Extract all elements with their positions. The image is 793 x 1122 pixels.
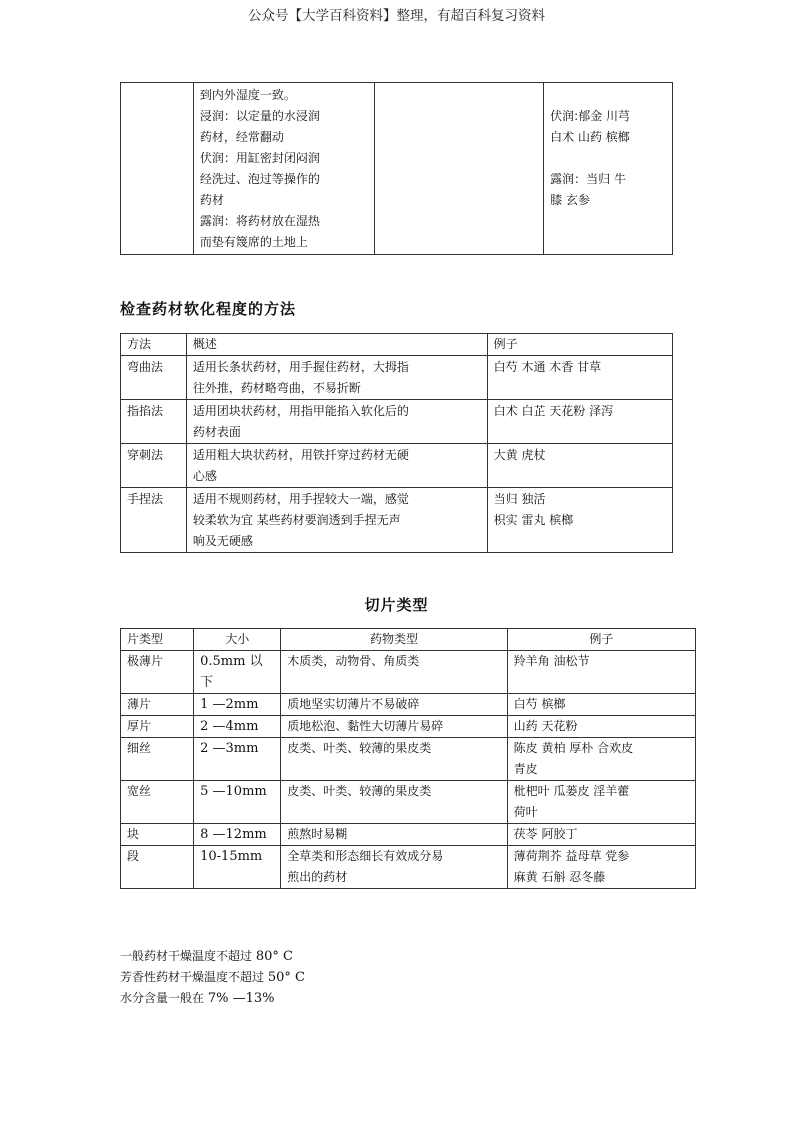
text-line: 适用不规则药材，用手捏较大一端，感觉 — [192, 492, 409, 506]
text-line: 质地松泡、黏性大切薄片易碎 — [287, 719, 444, 733]
text-line: 青皮 — [513, 762, 538, 776]
text-line: 药材，经常翻动 — [199, 130, 284, 144]
examples-cell — [507, 824, 695, 846]
text-line: 经洗过、泡过等操作的 — [199, 172, 320, 186]
text-line: 枇杷叶 瓜蒌皮 淫羊藿 — [513, 784, 630, 798]
examples-cell — [507, 651, 695, 694]
text-line: 适用长条状药材，用手握住药材，大拇指 — [192, 360, 409, 374]
drug-type-cell — [281, 651, 507, 694]
table-row — [121, 781, 696, 824]
text-line: 白芍 槟榔 — [513, 697, 566, 711]
size-cell: 1 —2mm — [194, 694, 281, 716]
drug-type-cell — [281, 738, 507, 781]
size-cell: 10-15mm — [194, 846, 281, 889]
size-cell: 2 —4mm — [194, 716, 281, 738]
text-line: 适用团块状药材，用指甲能掐入软化后的 — [192, 404, 409, 418]
text-line: 膝 玄参 — [550, 193, 590, 207]
table-row — [121, 400, 673, 444]
table-row — [121, 83, 673, 255]
text-line: 白芍 木通 木香 甘草 — [493, 360, 602, 374]
type-cell: 细丝 — [121, 738, 194, 781]
text-line: 响及无硬感 — [192, 534, 253, 548]
examples-cell — [487, 444, 672, 488]
type-cell: 宽丝 — [121, 781, 194, 824]
text-line: 荷叶 — [513, 805, 538, 819]
header-cell: 片类型 — [121, 629, 194, 651]
size-cell: 8 —12mm — [194, 824, 281, 846]
text-line: 陈皮 黄柏 厚朴 合欢皮 — [513, 741, 634, 755]
text-line: 当归 独活 — [493, 492, 546, 506]
header-cell: 例子 — [507, 629, 695, 651]
examples-cell — [507, 781, 695, 824]
text-line: 皮类、叶类、较薄的果皮类 — [287, 741, 432, 755]
text-line: 皮类、叶类、较薄的果皮类 — [287, 784, 432, 798]
table-row — [121, 738, 696, 781]
examples-cell — [544, 83, 673, 255]
type-cell: 块 — [121, 824, 194, 846]
header-cell: 例子 — [487, 334, 672, 356]
text-line: 薄荷荆芥 益母草 党参 — [513, 849, 630, 863]
size-cell: 5 —10mm — [194, 781, 281, 824]
method-cell: 弯曲法 — [121, 356, 187, 400]
header-cell: 药物类型 — [281, 629, 507, 651]
description-cell — [186, 444, 487, 488]
note-line — [120, 946, 305, 967]
examples-cell — [487, 488, 672, 553]
note-text: 水分含量一般在 — [120, 991, 208, 1005]
text-line: 而垫有篾席的土地上 — [199, 235, 308, 249]
drying-notes — [120, 946, 305, 1009]
type-cell: 厚片 — [121, 716, 194, 738]
type-cell: 段 — [121, 846, 194, 889]
section-title: 检查药材软化程度的方法 — [120, 300, 297, 318]
description-cell — [186, 400, 487, 444]
text-line: 到内外湿度一致。 — [199, 88, 296, 102]
text-line: 质地坚实切薄片不易破碎 — [287, 697, 420, 711]
examples-cell — [507, 716, 695, 738]
method-description-cell — [193, 83, 374, 255]
note-value: 7% —13% — [207, 991, 275, 1006]
text-line: 伏润：用缸密封闭闷润 — [199, 151, 320, 165]
method-cell: 指掐法 — [121, 400, 187, 444]
slice-types-table — [120, 628, 696, 889]
text-line: 枳实 雷丸 槟榔 — [493, 513, 574, 527]
drug-type-cell — [281, 716, 507, 738]
method-cell: 手捏法 — [121, 488, 187, 553]
note-text: 芳香性药材干燥温度不超过 — [120, 970, 268, 984]
text-line: 煎出的药材 — [287, 870, 348, 884]
type-cell: 薄片 — [121, 694, 194, 716]
table-row — [121, 488, 673, 553]
note-line — [120, 988, 305, 1009]
type-cell: 极薄片 — [121, 651, 194, 694]
table-row — [121, 716, 696, 738]
text-line: 白术 山药 槟榔 — [550, 130, 630, 144]
header-cell: 概述 — [186, 334, 487, 356]
examples-cell — [487, 400, 672, 444]
table-row — [121, 444, 673, 488]
method-cell: 穿刺法 — [121, 444, 187, 488]
text-line: 心感 — [192, 469, 217, 483]
header-cell: 大小 — [194, 629, 281, 651]
table-header-row — [121, 629, 696, 651]
examples-cell — [507, 694, 695, 716]
page-header: 公众号【大学百科资料】整理，有超百科复习资料 — [248, 8, 545, 24]
drug-type-cell — [281, 694, 507, 716]
table-row — [121, 356, 673, 400]
blank-line — [550, 148, 666, 169]
table-header-row — [121, 334, 673, 356]
text-line: 露润：将药材放在湿热 — [199, 214, 320, 228]
description-cell — [186, 356, 487, 400]
table-row — [121, 846, 696, 889]
table-cell-empty — [121, 83, 194, 255]
text-line: 较柔软为宜 某些药材要润透到手捏无声 — [192, 513, 401, 527]
text-line: 药材 — [199, 193, 224, 207]
section-title: 切片类型 — [364, 596, 429, 614]
text-line: 全草类和形态细长有效成分易 — [287, 849, 444, 863]
examples-cell — [507, 846, 695, 889]
table-cell-empty — [374, 83, 544, 255]
table-row — [121, 824, 696, 846]
description-cell — [186, 488, 487, 553]
softness-check-table — [120, 333, 673, 553]
text-line: 山药 天花粉 — [513, 719, 578, 733]
drug-type-cell — [281, 846, 507, 889]
text-line: 羚羊角 油松节 — [513, 654, 590, 668]
text-line: 木质类，动物骨、角质类 — [287, 654, 420, 668]
note-line — [120, 967, 305, 988]
size-cell: 0.5mm 以下 — [194, 651, 281, 694]
text-line: 露润：当归 牛 — [550, 172, 626, 186]
size-cell: 2 —3mm — [194, 738, 281, 781]
drug-type-cell — [281, 824, 507, 846]
note-value: 80° C — [255, 949, 293, 964]
text-line: 大黄 虎杖 — [493, 448, 546, 462]
softening-methods-table-continued — [120, 82, 673, 255]
examples-cell — [487, 356, 672, 400]
drug-type-cell — [281, 781, 507, 824]
examples-cell — [507, 738, 695, 781]
note-value: 50° C — [267, 970, 305, 985]
text-line: 伏润:郁金 川芎 — [550, 109, 631, 123]
text-line: 茯苓 阿胶丁 — [513, 827, 578, 841]
text-line: 白术 白芷 天花粉 泽泻 — [493, 404, 614, 418]
header-cell: 方法 — [121, 334, 187, 356]
text-line: 麻黄 石斛 忍冬藤 — [513, 870, 606, 884]
table-row — [121, 651, 696, 694]
table-row — [121, 694, 696, 716]
text-line: 药材表面 — [192, 425, 241, 439]
text-line: 煎熬时易糊 — [287, 827, 348, 841]
text-line: 适用粗大块状药材，用铁扦穿过药材无硬 — [192, 448, 409, 462]
note-text: 一般药材干燥温度不超过 — [120, 949, 256, 963]
text-line: 浸润：以定量的水浸润 — [199, 109, 320, 123]
text-line: 往外推，药材略弯曲，不易折断 — [192, 381, 361, 395]
